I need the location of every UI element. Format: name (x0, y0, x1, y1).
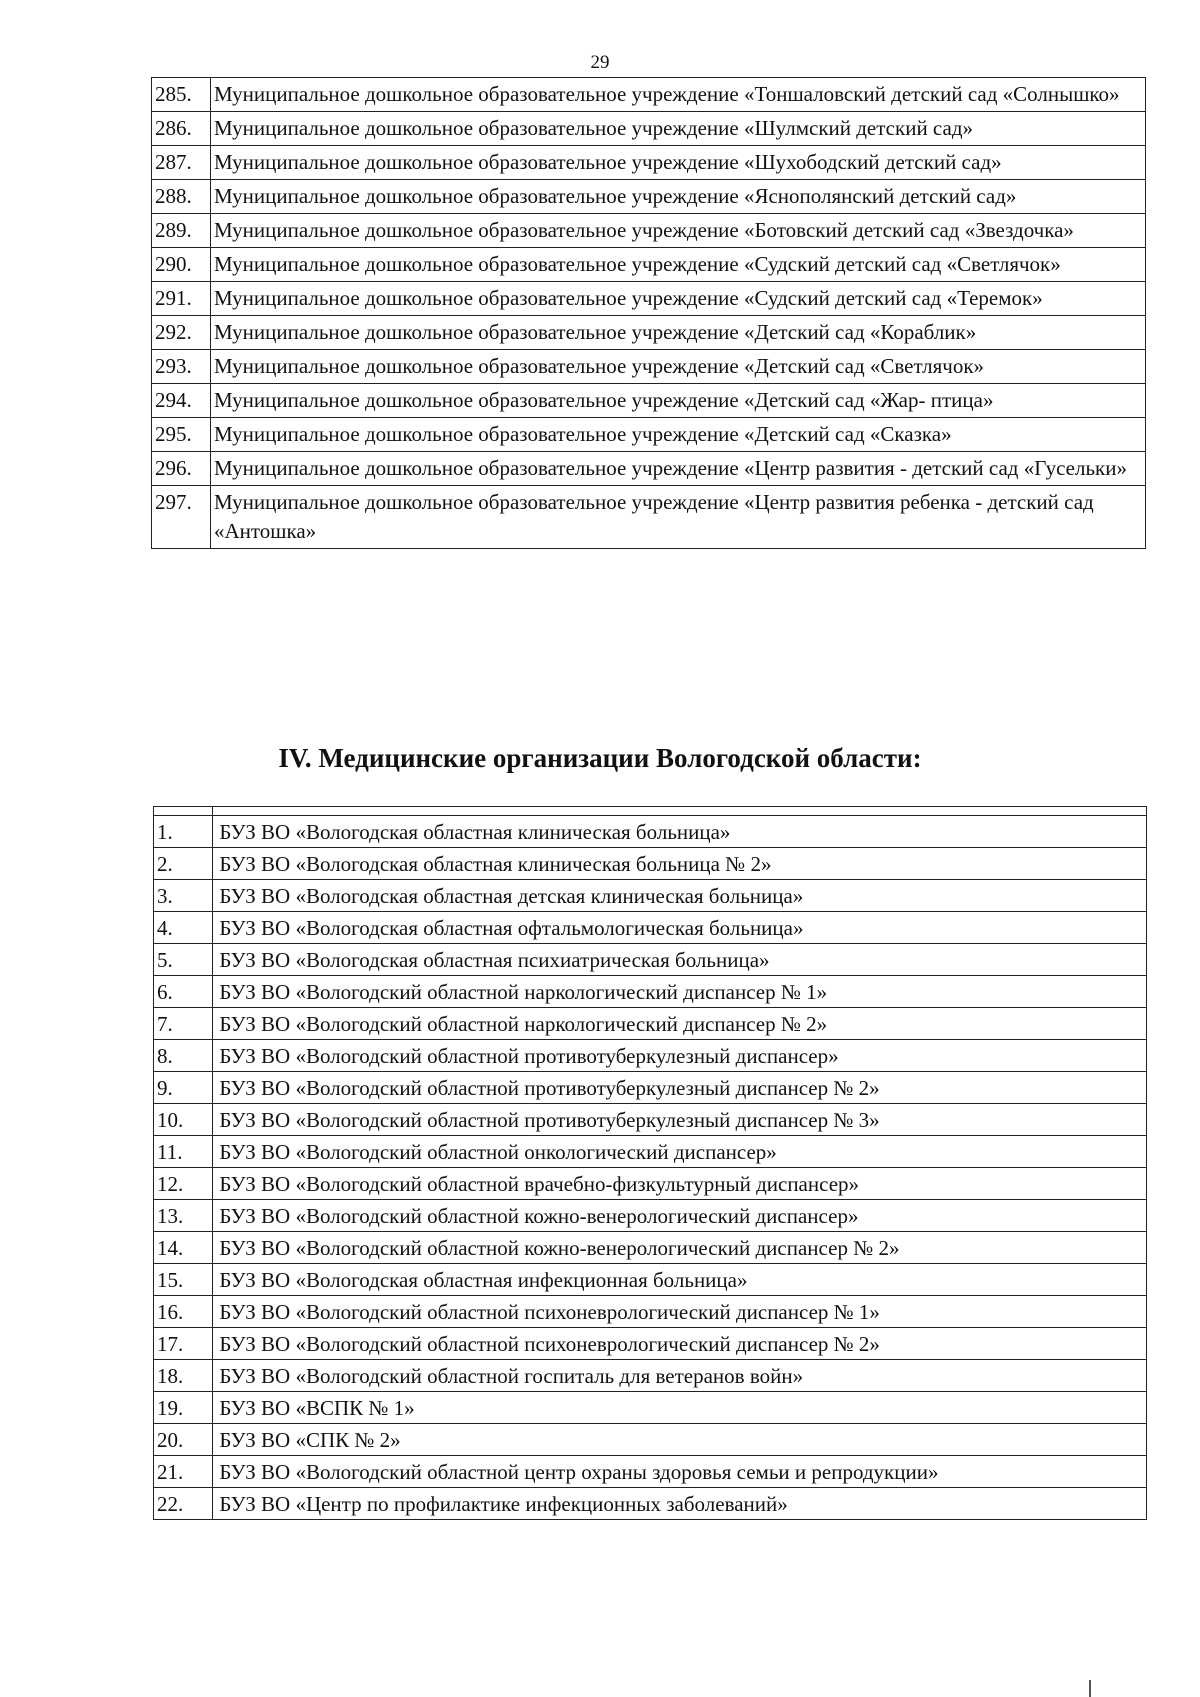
table-row (154, 1424, 1147, 1456)
row-number: 296. (152, 452, 211, 486)
organization-name: БУЗ ВО «Вологодский областной противотуберкулезный диспансер № 3» (213, 1104, 1147, 1136)
table-row (152, 146, 1146, 180)
table-row (154, 1488, 1147, 1520)
organization-name: Муниципальное дошкольное образовательное учреждение «Шулмский детский сад» (211, 112, 1146, 146)
organization-name: Муниципальное дошкольное образовательное учреждение «Яснополянский детский сад» (211, 180, 1146, 214)
organization-name: Муниципальное дошкольное образовательное учреждение «Тоншаловский детский сад «Солнышко» (211, 78, 1146, 112)
empty-cell (154, 807, 213, 816)
organization-name: Муниципальное дошкольное образовательное учреждение «Детский сад «Сказка» (211, 418, 1146, 452)
organization-name: БУЗ ВО «Вологодский областной психоневрологический диспансер № 2» (213, 1328, 1147, 1360)
organization-name: Муниципальное дошкольное образовательное учреждение «Ботовский детский сад «Звездочка» (211, 214, 1146, 248)
row-number: 285. (152, 78, 211, 112)
organization-name: Муниципальное дошкольное образовательное учреждение «Детский сад «Светлячок» (211, 350, 1146, 384)
organization-name: БУЗ ВО «Вологодская областная клиническая больница» (213, 816, 1147, 848)
row-number: 287. (152, 146, 211, 180)
organization-name: БУЗ ВО «СПК № 2» (213, 1424, 1147, 1456)
table-row (154, 1328, 1147, 1360)
row-number: 290. (152, 248, 211, 282)
table-header-spacer (154, 807, 1147, 816)
row-number: 5. (154, 944, 213, 976)
row-number: 288. (152, 180, 211, 214)
table-row (154, 1136, 1147, 1168)
organization-name: БУЗ ВО «Вологодский областной наркологический диспансер № 2» (213, 1008, 1147, 1040)
row-number: 293. (152, 350, 211, 384)
row-number: 297. (152, 486, 211, 549)
organization-name: БУЗ ВО «ВСПК № 1» (213, 1392, 1147, 1424)
table-row (154, 1296, 1147, 1328)
table-row (154, 1360, 1147, 1392)
organization-name: Муниципальное дошкольное образовательное учреждение «Судский детский сад «Светлячок» (211, 248, 1146, 282)
table-row (152, 486, 1146, 549)
row-number: 16. (154, 1296, 213, 1328)
row-number: 3. (154, 880, 213, 912)
row-number: 1. (154, 816, 213, 848)
organization-name: Муниципальное дошкольное образовательное учреждение «Судский детский сад «Теремок» (211, 282, 1146, 316)
table-row (154, 1200, 1147, 1232)
table-row (152, 384, 1146, 418)
table-row (154, 944, 1147, 976)
row-number: 295. (152, 418, 211, 452)
organization-name: БУЗ ВО «Вологодская областная психиатрическая больница» (213, 944, 1147, 976)
table-row (154, 1232, 1147, 1264)
organization-name: БУЗ ВО «Вологодская областная детская клиническая больница» (213, 880, 1147, 912)
organization-name: Муниципальное дошкольное образовательное учреждение «Детский сад «Жар- птица» (211, 384, 1146, 418)
row-number: 4. (154, 912, 213, 944)
table-row (154, 1264, 1147, 1296)
organization-name: Муниципальное дошкольное образовательное учреждение «Центр развития ребенка - детский сад «Антошка» (211, 486, 1146, 549)
row-number: 292. (152, 316, 211, 350)
row-number: 13. (154, 1200, 213, 1232)
table-row (152, 214, 1146, 248)
table-row (154, 1040, 1147, 1072)
row-number: 2. (154, 848, 213, 880)
row-number: 291. (152, 282, 211, 316)
organization-name: БУЗ ВО «Вологодский областной онкологический диспансер» (213, 1136, 1147, 1168)
medical-organizations-table (153, 806, 1147, 1520)
organization-name: БУЗ ВО «Вологодский областной противотуберкулезный диспансер» (213, 1040, 1147, 1072)
row-number: 18. (154, 1360, 213, 1392)
table-row (154, 912, 1147, 944)
organization-name: БУЗ ВО «Вологодский областной противотуберкулезный диспансер № 2» (213, 1072, 1147, 1104)
table-row (154, 976, 1147, 1008)
table-row (152, 282, 1146, 316)
row-number: 289. (152, 214, 211, 248)
table-row (154, 1168, 1147, 1200)
table-row (154, 1392, 1147, 1424)
row-number: 11. (154, 1136, 213, 1168)
organization-name: БУЗ ВО «Вологодский областной врачебно-физкультурный диспансер» (213, 1168, 1147, 1200)
row-number: 286. (152, 112, 211, 146)
row-number: 20. (154, 1424, 213, 1456)
row-number: 22. (154, 1488, 213, 1520)
organization-name: БУЗ ВО «Вологодский областной центр охраны здоровья семьи и репродукции» (213, 1456, 1147, 1488)
kindergarten-table (151, 77, 1146, 549)
table-row (152, 180, 1146, 214)
organization-name: БУЗ ВО «Вологодский областной наркологический диспансер № 1» (213, 976, 1147, 1008)
organization-name: БУЗ ВО «Вологодский областной психоневрологический диспансер № 1» (213, 1296, 1147, 1328)
row-number: 14. (154, 1232, 213, 1264)
table-row (154, 1456, 1147, 1488)
table-row (152, 316, 1146, 350)
table-row (152, 452, 1146, 486)
organization-name: БУЗ ВО «Вологодский областной кожно-венерологический диспансер» (213, 1200, 1147, 1232)
section-heading: IV. Медицинские организации Вологодской области: (278, 743, 922, 773)
organization-name: Муниципальное дошкольное образовательное учреждение «Центр развития - детский сад «Гусельки» (211, 452, 1146, 486)
row-number: 294. (152, 384, 211, 418)
row-number: 15. (154, 1264, 213, 1296)
organization-name: Муниципальное дошкольное образовательное учреждение «Детский сад «Кораблик» (211, 316, 1146, 350)
table-row (154, 1104, 1147, 1136)
organization-name: БУЗ ВО «Вологодская областная офтальмологическая больница» (213, 912, 1147, 944)
organization-name: БУЗ ВО «Центр по профилактике инфекционных заболеваний» (213, 1488, 1147, 1520)
table-row (152, 78, 1146, 112)
row-number: 19. (154, 1392, 213, 1424)
row-number: 6. (154, 976, 213, 1008)
row-number: 8. (154, 1040, 213, 1072)
table-row (152, 418, 1146, 452)
organization-name: Муниципальное дошкольное образовательное учреждение «Шухободский детский сад» (211, 146, 1146, 180)
row-number: 17. (154, 1328, 213, 1360)
table-row (152, 248, 1146, 282)
row-number: 12. (154, 1168, 213, 1200)
scan-artifact (1089, 1680, 1091, 1697)
table-row (152, 112, 1146, 146)
row-number: 10. (154, 1104, 213, 1136)
table-row (152, 350, 1146, 384)
organization-name: БУЗ ВО «Вологодская областная клиническая больница № 2» (213, 848, 1147, 880)
page-number: 29 (590, 52, 610, 73)
table-row (154, 1072, 1147, 1104)
organization-name: БУЗ ВО «Вологодский областной госпиталь для ветеранов войн» (213, 1360, 1147, 1392)
organization-name: БУЗ ВО «Вологодский областной кожно-венерологический диспансер № 2» (213, 1232, 1147, 1264)
empty-cell (213, 807, 1147, 816)
row-number: 9. (154, 1072, 213, 1104)
row-number: 21. (154, 1456, 213, 1488)
table-row (154, 880, 1147, 912)
table-row (154, 1008, 1147, 1040)
row-number: 7. (154, 1008, 213, 1040)
table-row (154, 816, 1147, 848)
organization-name: БУЗ ВО «Вологодская областная инфекционная больница» (213, 1264, 1147, 1296)
table-row (154, 848, 1147, 880)
